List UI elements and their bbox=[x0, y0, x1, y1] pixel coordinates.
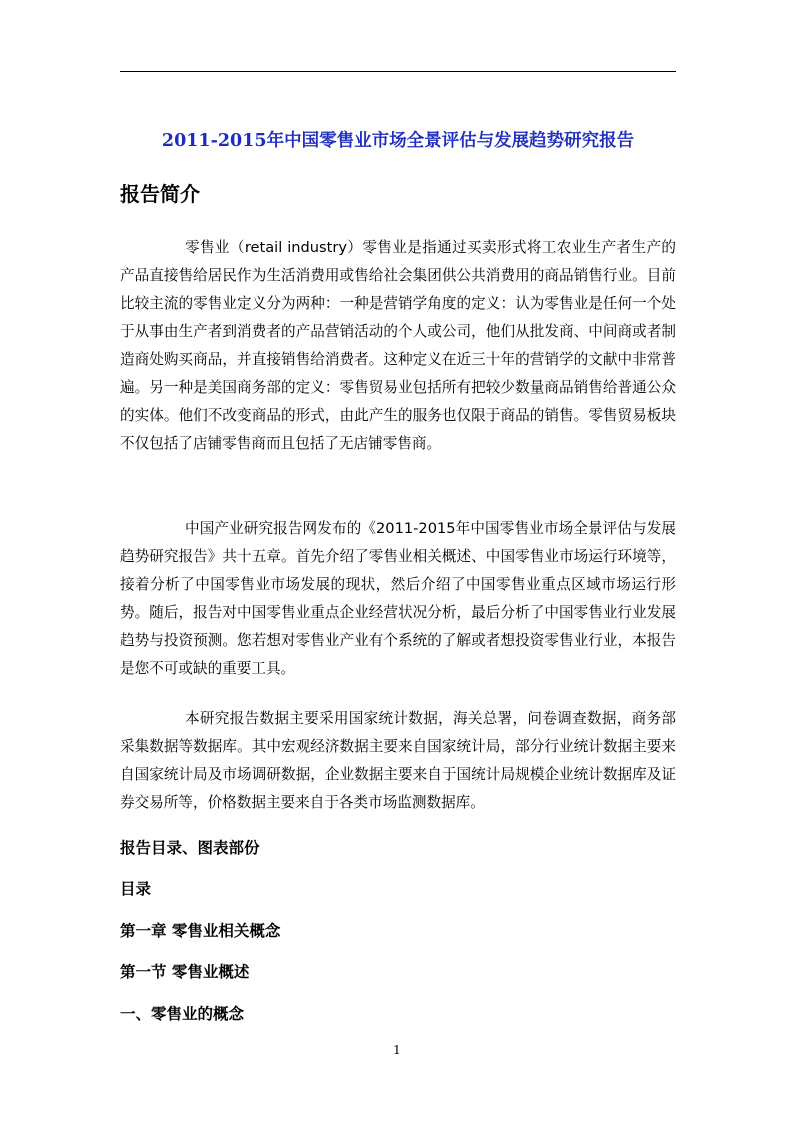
document-title: 2011-2015年中国零售业市场全景评估与发展趋势研究报告 bbox=[161, 131, 635, 151]
toc-section-heading: 第一节 零售业概述 bbox=[120, 963, 250, 981]
header-rule bbox=[120, 71, 676, 72]
toc-chapter-heading: 第一章 零售业相关概念 bbox=[120, 922, 281, 940]
page-number: 1 bbox=[393, 1043, 401, 1057]
toc-subsection-heading: 一、零售业的概念 bbox=[120, 1005, 245, 1023]
toc-title: 目录 bbox=[120, 880, 152, 898]
intro-paragraph: 零售业（retail industry）零售业是指通过买卖形式将工农业生产者生产的产品直接售给居民作为生活消费用或售给社会集团供公共消费用的商品销售行业。目前比较主流的零售业定义分为两种：一种是营销学角度的定义：认为零售业是任何一个处于从事由生产者到消费者的产品营销活动的个人或公司，他们从批发商、中间商或者制造商处购买商品，并直接销售给消费者。这种定义在近三十年的营销学的文献中非常普遍。另一种是美国商务部的定义：零售贸易业包括所有把较少数量商品销售给普通公众的实体。他们不改变商品的形式，由此产生的服务也仅限于商品的销售。零售贸易板块不仅包括了店铺零售商而且包括了无店铺零售商。 bbox=[120, 239, 676, 452]
intro-paragraph: 本研究报告数据主要采用国家统计数据，海关总署，问卷调查数据，商务部采集数据等数据库。其中宏观经济数据主要来自国家统计局，部分行业统计数据主要来自国家统计局及市场调研数据，企业数据主要来自于国统计局规模企业统计数据库及证券交易所等，价格数据主要来自于各类市场监测数据库。 bbox=[120, 710, 676, 811]
toc-section-title: 报告目录、图表部份 bbox=[120, 839, 260, 857]
intro-paragraph: 中国产业研究报告网发布的《2011-2015年中国零售业市场全景评估与发展趋势研究报告》共十五章。首先介绍了零售业相关概述、中国零售业市场运行环境等，接着分析了中国零售业市场发展的现状，然后介绍了中国零售业重点区域市场运行形势。随后，报告对中国零售业重点企业经营状况分析，最后分析了中国零售业行业发展趋势与投资预测。您若想对零售业产业有个系统的了解或者想投资零售业行业，本报告是您不可或缺的重要工具。 bbox=[120, 520, 676, 677]
section-heading-report-intro: 报告简介 bbox=[120, 182, 200, 206]
